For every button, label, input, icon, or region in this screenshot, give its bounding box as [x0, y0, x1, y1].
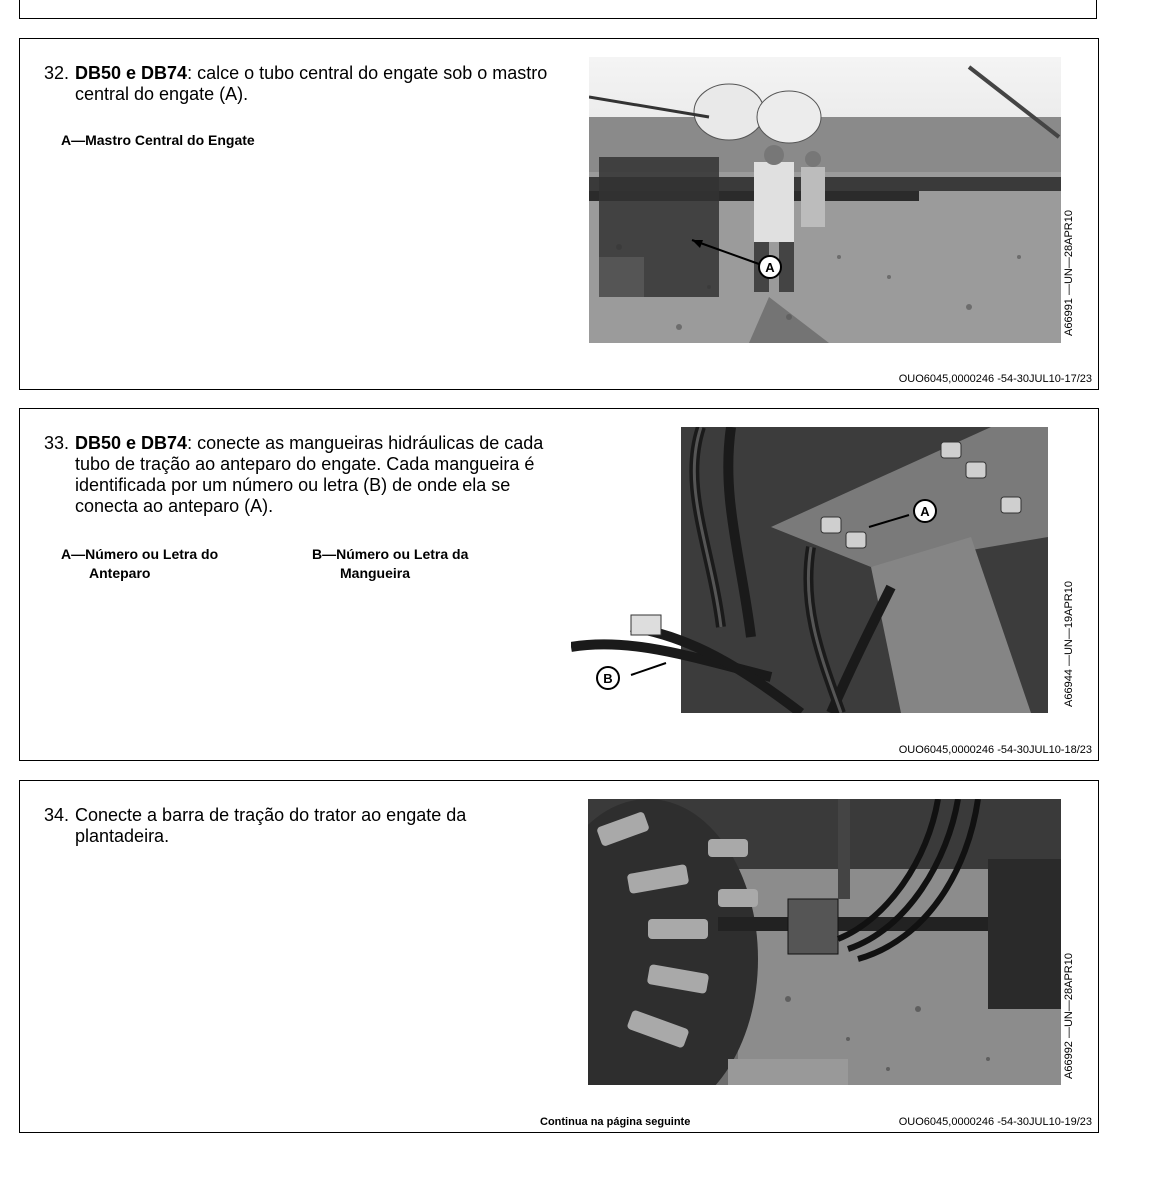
callout-b: B [603, 671, 613, 686]
step-33-text [44, 433, 554, 517]
step-instruction: : calce o tubo central do engate sob o mastro central do engate (A). [75, 63, 548, 104]
step-instruction: Conecte a barra de tração do trator ao engate da plantadeira. [75, 805, 467, 846]
callout-a: A [920, 504, 930, 519]
figure-id: A66992 —UN—28APR10 [1063, 953, 1075, 1079]
step-32-text [44, 63, 554, 105]
page-header [19, 0, 1097, 19]
reference-code: OUO6045,0000246 -54-30JUL10-17/23 [898, 373, 1092, 385]
step-model-label: DB50 e DB74 [75, 433, 188, 453]
hitch-photo [589, 57, 1061, 343]
step-34-text [44, 805, 554, 847]
figure-id: A66944 —UN—19APR10 [1063, 581, 1075, 707]
step-33-panel [19, 408, 1099, 761]
step-number: 34. [44, 805, 70, 825]
legend-item-a: A—Mastro Central do Engate [61, 132, 255, 148]
reference-code: OUO6045,0000246 -54-30JUL10-19/23 [898, 1116, 1092, 1128]
step-number: 32. [44, 63, 70, 83]
figure-id: A66991 —UN—28APR10 [1063, 210, 1075, 336]
legend-item-b: B—Número ou Letra da Mangueira [312, 546, 469, 581]
callout-a: A [765, 260, 775, 275]
step-instruction: : conecte as mangueiras hidráulicas de cada tubo de tração ao anteparo do engate. Cada mangueira é identificada por um número ou letra (B) de onde ela se conecta ao anteparo (A). [75, 433, 544, 516]
legend-item-a: A—Número ou Letra do Anteparo [61, 546, 219, 581]
reference-code: OUO6045,0000246 -54-30JUL10-18/23 [898, 744, 1092, 756]
hoses-photo [571, 427, 1048, 713]
tractor-hitch-photo [588, 799, 1061, 1085]
step-number: 33. [44, 433, 70, 453]
continue-note: Continua na página seguinte [540, 1116, 691, 1128]
step-34-panel [19, 780, 1099, 1133]
step-32-panel [19, 38, 1099, 390]
step-model-label: DB50 e DB74 [75, 63, 188, 83]
